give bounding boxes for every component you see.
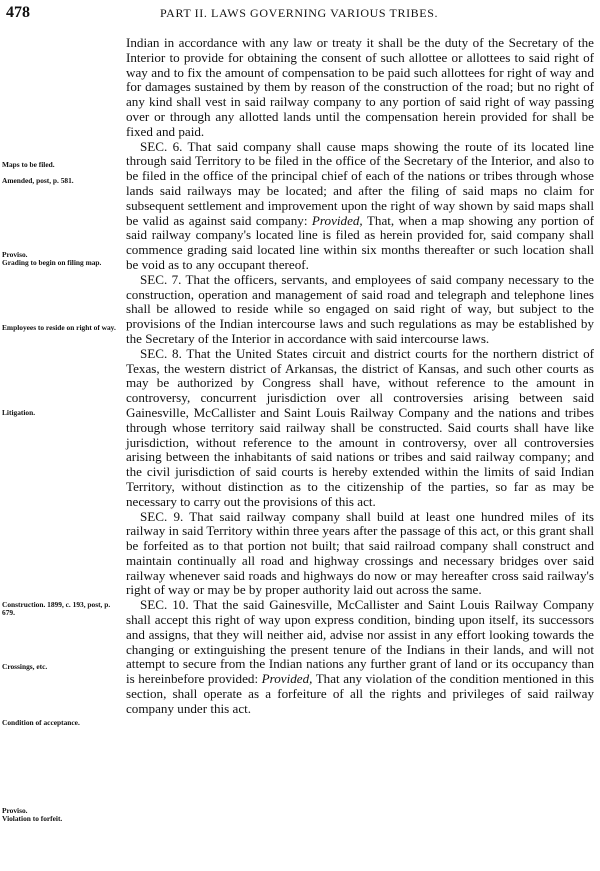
margin-note-violation: Violation to forfeit. [2, 814, 63, 823]
paragraph-continued: Indian in accordance with any law or treaty it shall be the duty of the Secretary of the Interior to provide for obtaining the consent of such allottee or allottees to said right of way and to fix the amount of compensation to be paid such allottees for right of way and for damages sustained by them by reason of the construction of the road; but no right of any kind shall vest in said railway company to any portion of said right of way passing over or through any allotted lands until the compensation herein provided for shall be fixed and paid. [126, 35, 594, 139]
margin-note-employees: Employees to reside on right of way. [2, 323, 116, 332]
margin-note-proviso-2: Proviso. [2, 806, 28, 815]
section-6-proviso: Provided, [311, 212, 363, 228]
body-text [126, 36, 594, 717]
section-6 [126, 140, 594, 273]
running-header [6, 4, 596, 24]
margin-note-grading: Grading to begin on filing map. [2, 258, 102, 267]
margin-note-amended: Amended, post, p. 581. [2, 176, 74, 185]
section-6-text: SEC. 6. That said company shall cause maps showing the route of its located line through said Territory to be filed in the office of the Secretary of the Interior, and also to be filed in the office of the principal chief of each of the nations or tribes through whose lands said railways may be located; and after the filing of said maps no claim for subsequent settlement and improvement upon the right of way shown by said maps shall be valid as against said company: [126, 138, 594, 228]
section-7: SEC. 7. That the officers, servants, and employees of said company necessary to the construction, operation and management of said road and telegraph and telephone lines shall be allowed to reside while so engaged on said right of way, but subject to the provisions of the Indian intercourse laws and such regulations as may be established by the Secretary of the Interior in accordance with said intercourse laws. [126, 271, 594, 346]
margin-note-maps: Maps to be filed. [2, 160, 55, 169]
section-10-text: SEC. 10. That the said Gainesville, McCallister and Saint Louis Railway Company shall accept this right of way upon express condition, binding upon itself, its successors and assigns, that they will neither aid, advise nor assist in any effort looking towards the changing or extinguishing the present tenure of the Indians in their lands, and will not attempt to secure from the Indian nations any further grant of land or its occupancy than is hereinbefore provided: [126, 597, 594, 687]
section-9: SEC. 9. That said railway company shall build at least one hundred miles of its railway in said Territory within three years after the passage of this act, or this grant shall be forfeited as to that portion not built; that said railroad company shall construct and maintain continually all road and highway crossings and necessary bridges over said railway whenever said roads and highways do now or may hereafter cross said railway's right of way or may be by proper authority laid out across the same. [126, 508, 594, 598]
section-10-proviso: Provided, [261, 671, 313, 687]
section-10-proviso-text: That any violation of the condition mentioned in this section, shall operate as a forfeiture of all the rights and privileges of said railway company under this act. [126, 671, 594, 716]
section-6-proviso-text: That, when a map showing any portion of said railway company's located line is filed as herein provided for, said company shall commence grading said located line within six months thereafter or such location shall be void as to any occupant thereof. [126, 212, 594, 272]
section-8: SEC. 8. That the United States circuit and district courts for the northern district of Texas, the western district of Arkansas, the district of Kansas, and such other courts as may be authorized by Congress shall have, without reference to the amount in controversy, concurrent jurisdiction over all controversies arising between said Gainesville, McCallister and Saint Louis Railway Company and the nations and tribes through whose territory said railway shall be constructed. Said courts shall have like jurisdiction, without reference to the amount in controversy, over all controversies arising between the inhabitants of said nations or tribes and said railway company; and the civil jurisdiction of said courts is hereby extended within the limits of said Indian Territory, without distinction as to the citizenship of the parties, so far as may be necessary to carry out the provisions of this act. [126, 345, 594, 509]
section-10 [126, 598, 594, 716]
margin-note-condition: Condition of acceptance. [2, 718, 80, 727]
margin-note-proviso-1: Proviso. [2, 250, 28, 259]
page-number: 478 [6, 4, 30, 21]
margin-note-construction: Construction. 1899, c. 193, post, p. 679. [2, 600, 111, 618]
margin-note-crossings: Crossings, etc. [2, 662, 48, 671]
running-title: PART II. LAWS GOVERNING VARIOUS TRIBES. [160, 6, 439, 20]
margin-note-litigation: Litigation. [2, 408, 36, 417]
